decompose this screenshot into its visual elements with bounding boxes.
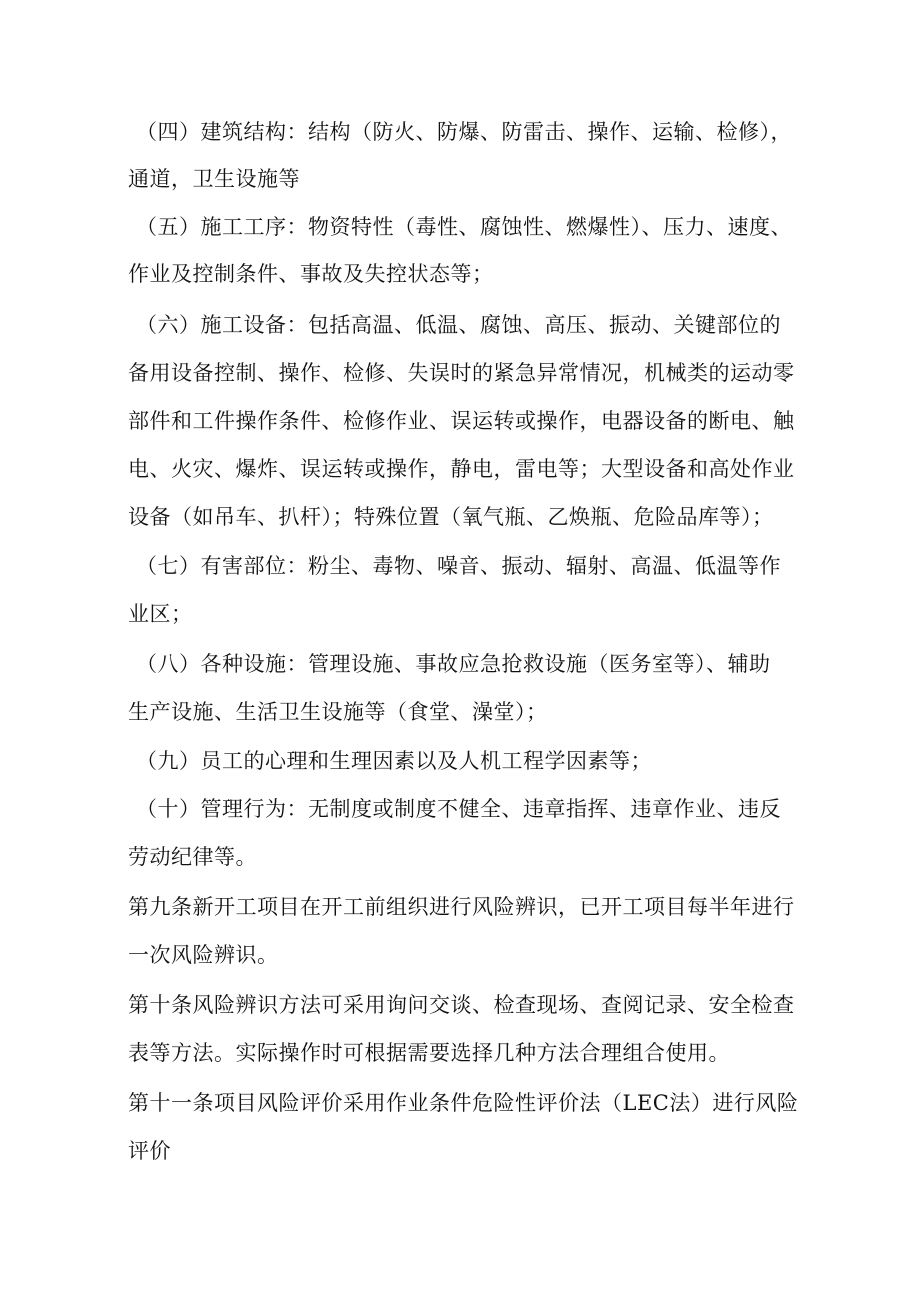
article-10-line-1: 第十条风险辨识方法可采用询问交谈、检查现场、查阅记录、安全检查 [128, 993, 795, 1017]
paragraph-6-line-1: （六）施工设备：包括高温、低温、腐蚀、高压、振动、关键部位的 [136, 313, 781, 337]
paragraph-6-line-4: 电、火灾、爆炸、误运转或操作，静电，雷电等；大型设备和高处作业 [128, 457, 795, 481]
paragraph-10-line-1: （十）管理行为：无制度或制度不健全、违章指挥、违章作业、违反 [136, 797, 781, 821]
paragraph-4-line-1: （四）建筑结构：结构（防火、防爆、防雷击、操作、运输、检修）， [136, 120, 792, 144]
paragraph-6-line-5: 设备（如吊车、扒杆）；特殊位置（氧气瓶、乙焕瓶、危险品库等）； [128, 505, 774, 529]
paragraph-10-line-2: 劳动纪律等。 [128, 845, 257, 869]
paragraph-8-line-2: 生产设施、生活卫生设施等（食堂、澡堂）； [128, 700, 548, 724]
paragraph-7-line-1: （七）有害部位：粉尘、毒物、噪音、振动、辐射、高温、低温等作 [136, 554, 781, 578]
paragraph-9-line-1: （九）员工的心理和生理因素以及人机工程学因素等； [136, 749, 652, 773]
paragraph-5-line-2: 作业及控制条件、事故及失控状态等； [128, 262, 494, 286]
article-11-line-1: 第十一条项目风险评价采用作业条件危险性评价法（LEC法）进行风险 [128, 1091, 799, 1115]
article-9-line-1: 第九条新开工项目在开工前组织进行风险辨识，已开工项目每半年进行 [128, 895, 795, 919]
article-9-line-2: 一次风险辨识。 [128, 943, 279, 967]
paragraph-7-line-2: 业区； [128, 602, 193, 626]
paragraph-5-line-1: （五）施工工序：物资特性（毒性、腐蚀性、燃爆性）、压力、速度、 [136, 215, 792, 239]
article-10-line-2: 表等方法。实际操作时可根据需要选择几种方法合理组合使用。 [128, 1041, 730, 1065]
article-11-line-2: 评价 [128, 1139, 171, 1163]
paragraph-8-line-1: （八）各种设施：管理设施、事故应急抢救设施（医务室等）、辅助 [136, 652, 771, 676]
paragraph-6-line-2: 备用设备控制、操作、检修、失误时的紧急异常情况，机械类的运动零 [128, 361, 795, 385]
paragraph-4-line-2: 通道，卫生设施等 [128, 167, 300, 191]
paragraph-6-line-3: 部件和工件操作条件、检修作业、误运转或操作，电器设备的断电、触 [128, 409, 795, 433]
